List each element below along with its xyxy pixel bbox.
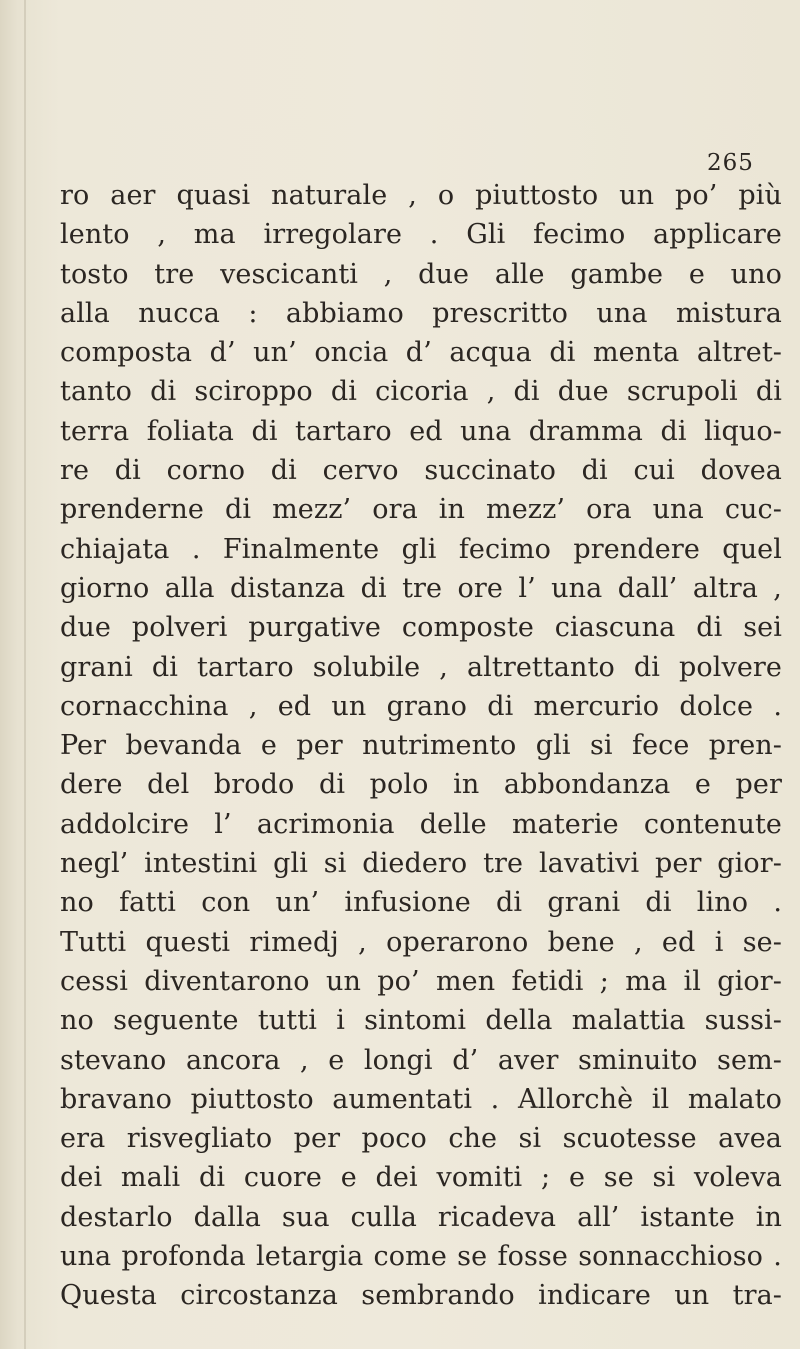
text-line: lento , ma irregolare . Gli fecimo applicare xyxy=(60,219,782,251)
text-line: composta d’ un’ oncia d’ acqua di menta altret- xyxy=(60,337,782,369)
text-line: giorno alla distanza di tre ore l’ una dall’ altra , xyxy=(60,572,782,604)
page-number: 265 xyxy=(707,150,754,176)
text-line: no fatti con un’ infusione di grani di lino . xyxy=(60,887,782,919)
text-line: grani di tartaro solubile , altrettanto di polvere xyxy=(60,651,782,683)
text-line: no seguente tutti i sintomi della malattia sussi- xyxy=(60,1005,782,1037)
text-line: due polveri purgative composte ciascuna di sei xyxy=(60,612,782,644)
text-line: tanto di sciroppo di cicoria , di due scrupoli di xyxy=(60,376,782,408)
text-line: cessi diventarono un po’ men fetidi ; ma il gior- xyxy=(60,965,782,997)
text-line: addolcire l’ acrimonia delle materie contenute xyxy=(60,808,782,840)
text-line: ro aer quasi naturale , o piuttosto un po’ più xyxy=(60,180,782,211)
text-line: Questa circostanza sembrando indicare un tra- xyxy=(60,1280,782,1312)
text-line: re di corno di cervo succinato di cui dovea xyxy=(60,455,782,487)
text-line: era risvegliato per poco che si scuotesse avea xyxy=(60,1123,782,1155)
text-line: chiajata . Finalmente gli fecimo prendere quel xyxy=(60,533,782,565)
text-line: alla nucca : abbiamo prescritto una mistura xyxy=(60,297,782,329)
text-line: Per bevanda e per nutrimento gli si fece pren- xyxy=(60,730,782,762)
text-line: tosto tre vescicanti , due alle gambe e uno xyxy=(60,258,782,290)
text-line: terra foliata di tartaro ed una dramma di liquo- xyxy=(60,415,782,447)
text-line: dei mali di cuore e dei vomiti ; e se si voleva xyxy=(60,1162,782,1194)
page-gutter xyxy=(24,0,26,1349)
text-line: Tutti questi rimedj , operarono bene , ed i se- xyxy=(60,926,782,958)
text-line: bravano piuttosto aumentati . Allorchè il malato xyxy=(60,1083,782,1115)
body-text xyxy=(60,176,782,1316)
text-line: cornacchina , ed un grano di mercurio dolce . xyxy=(60,690,782,722)
text-line: stevano ancora , e longi d’ aver sminuito sem- xyxy=(60,1044,782,1076)
text-line: destarlo dalla sua culla ricadeva all’ istante in xyxy=(60,1201,782,1233)
text-line: prenderne di mezz’ ora in mezz’ ora una cuc- xyxy=(60,494,782,526)
text-line: dere del brodo di polo in abbondanza e per xyxy=(60,769,782,801)
text-line: una profonda letargia come se fosse sonnacchioso . xyxy=(60,1241,782,1273)
text-line: negl’ intestini gli si diedero tre lavativi per gior- xyxy=(60,848,782,880)
